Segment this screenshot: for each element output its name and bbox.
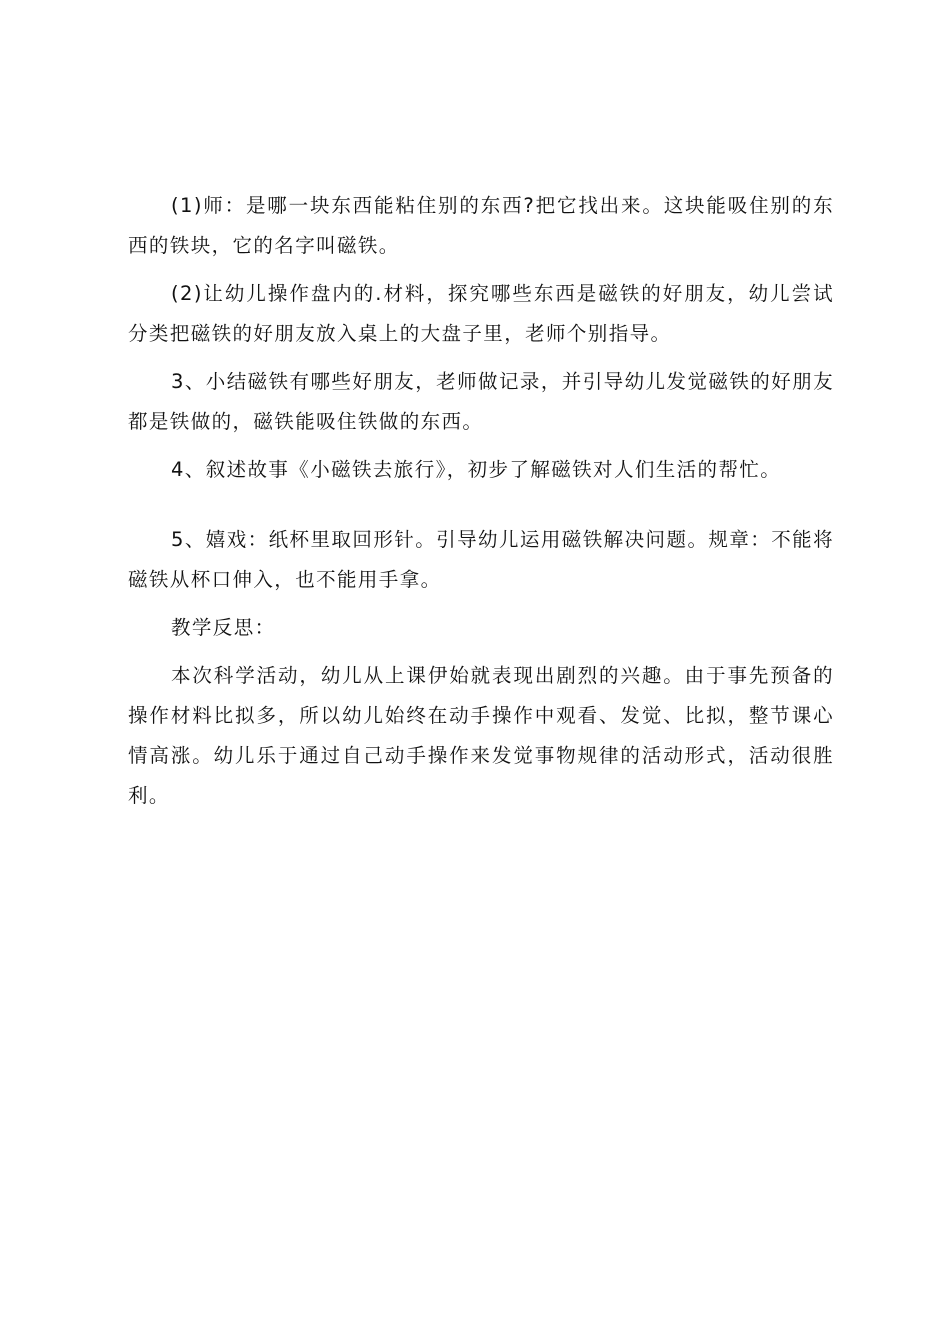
paragraph-step-1: (1)师：是哪一块东西能粘住别的东西?把它找出来。这块能吸住别的东西的铁块，它的名字叫磁铁。 [128,194,834,257]
reflection-text: 本次科学活动，幼儿从上课伊始就表现出剧烈的兴趣。由于事先预备的操作材料比拟多，所以幼儿始终在动手操作中观看、发觉、比拟，整节课心情高涨。幼儿乐于通过自己动手操作来发觉事物规律的活动形式，活动很胜利。 [128,664,834,807]
paragraph-step-3: 3、小结磁铁有哪些好朋友，老师做记录，并引导幼儿发觉磁铁的好朋友都是铁做的，磁铁能吸住铁做的东西。 [128,370,834,433]
paragraph-spacer [128,648,834,656]
paragraph-spacer [128,490,834,520]
document-body [128,186,834,816]
paragraph-spacer [128,442,834,450]
paragraph-spacer [128,600,834,608]
reflection-heading: 教学反思： [171,616,276,639]
paragraph-spacer [128,266,834,274]
paragraph-spacer [128,354,834,362]
paragraph-step-2: (2)让幼儿操作盘内的.材料，探究哪些东西是磁铁的好朋友，幼儿尝试分类把磁铁的好朋友放入桌上的大盘子里，老师个别指导。 [128,282,834,345]
paragraph-step-4: 4、叙述故事《小磁铁去旅行》，初步了解磁铁对人们生活的帮忙。 [171,458,782,481]
paragraph-step-5: 5、嬉戏：纸杯里取回形针。引导幼儿运用磁铁解决问题。规章：不能将磁铁从杯口伸入，也不能用手拿。 [128,528,834,591]
